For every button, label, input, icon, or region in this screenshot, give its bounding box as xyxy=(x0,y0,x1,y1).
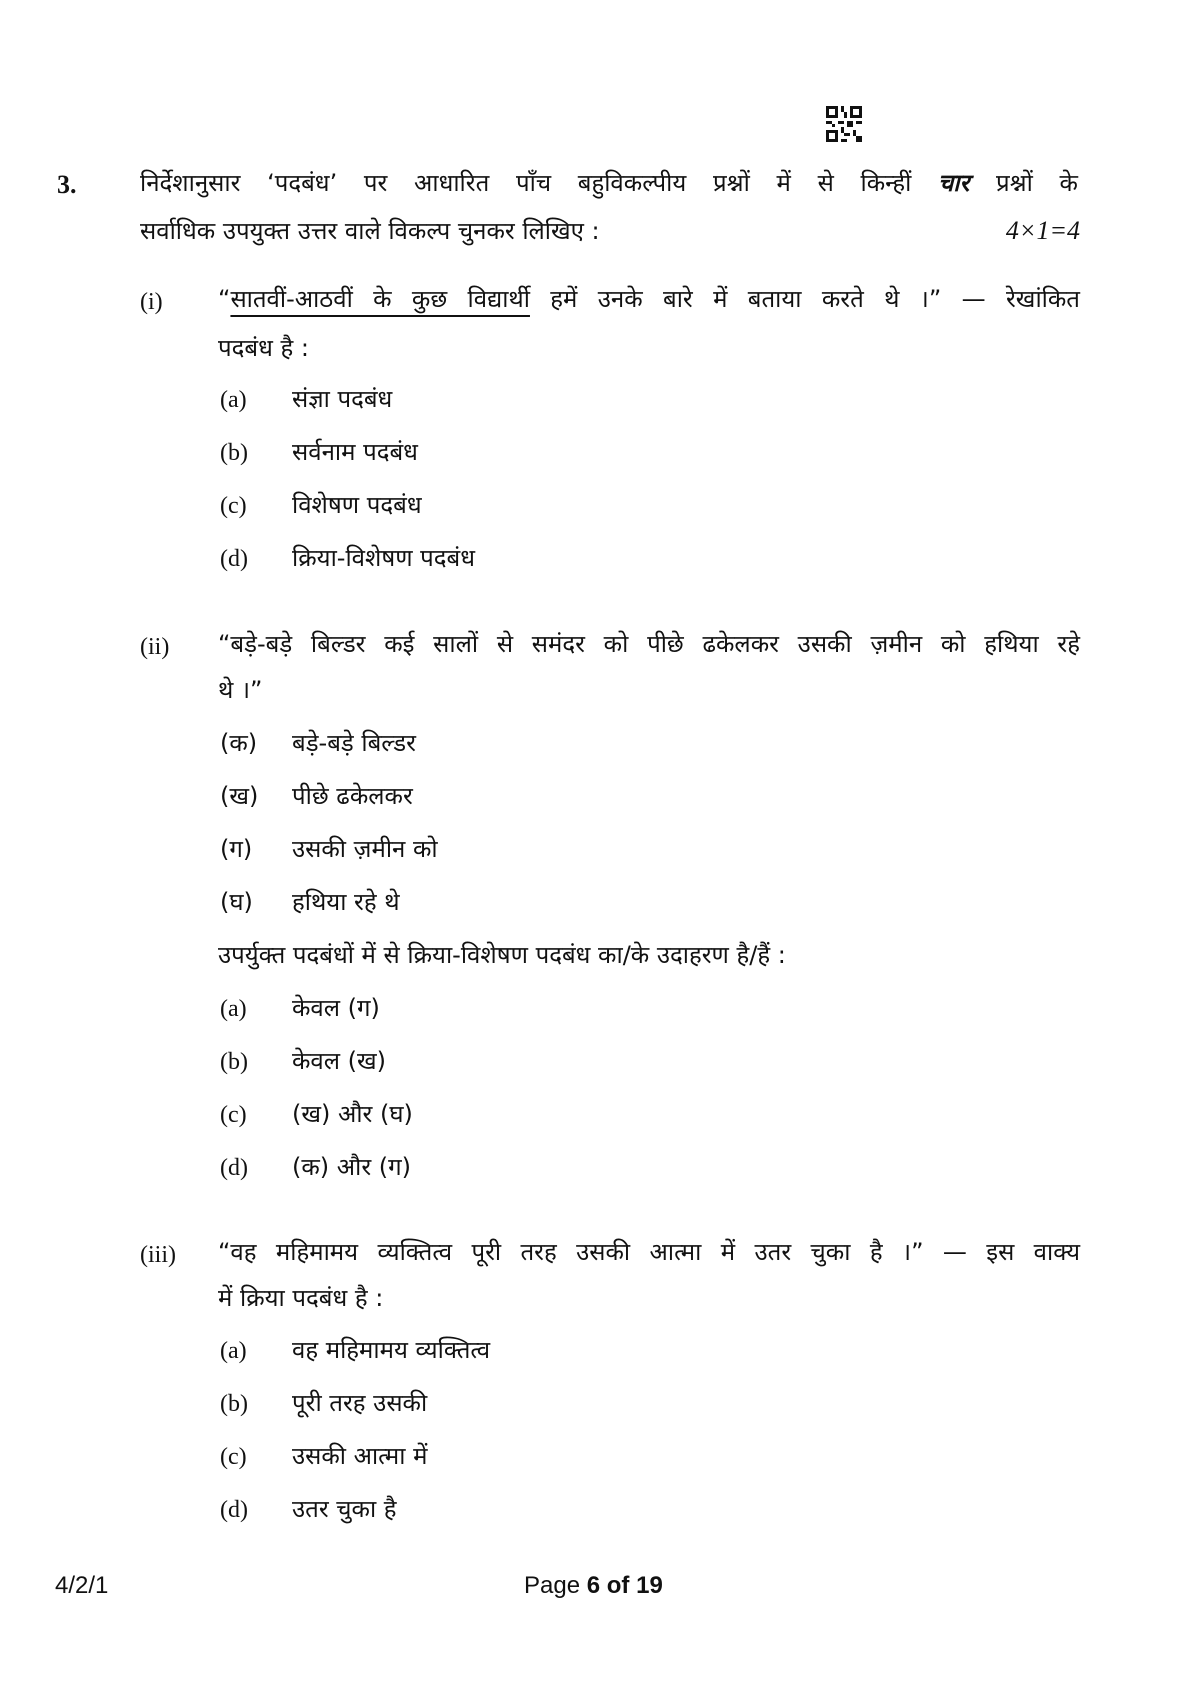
phrase-label: (ख) xyxy=(220,782,259,810)
subquestion-label: (iii) xyxy=(140,1242,176,1268)
phrase-text: बड़े-बड़े बिल्डर xyxy=(292,729,416,757)
option-label: (c) xyxy=(220,1444,247,1470)
page-prefix: Page xyxy=(524,1572,581,1599)
phrase-label: (ग) xyxy=(220,835,253,863)
subquestion-label: (ii) xyxy=(140,634,170,660)
option-text: पूरी तरह उसकी xyxy=(292,1389,428,1417)
page-number: 6 xyxy=(586,1572,601,1599)
subquestion-text-line1: “बड़े-बड़े बिल्डर कई सालों से समंदर को पीछे ढकेलकर उसकी ज़मीन को हथिया रहे xyxy=(218,630,1080,658)
subquestion-text-line1 xyxy=(218,284,1080,314)
option-text: संज्ञा पदबंध xyxy=(292,385,393,413)
page-indicator xyxy=(524,1571,663,1601)
option-text: वह महिमामय व्यक्तित्व xyxy=(292,1336,491,1364)
underlined-phrase: सातवीं-आठवीं के कुछ विद्यार्थी xyxy=(230,285,530,313)
option-label: (d) xyxy=(220,1155,248,1181)
option-text: उसकी आत्मा में xyxy=(292,1442,428,1470)
subquestion-prompt: उपर्युक्त पदबंधों में से क्रिया-विशेषण पदबंध का/के उदाहरण है/हैं : xyxy=(218,941,786,969)
option-label: (b) xyxy=(220,1391,248,1417)
marks-allocation: 4×1=4 xyxy=(1005,216,1080,245)
instruction-emphasis: चार xyxy=(938,169,970,197)
option-text: सर्वनाम पदबंध xyxy=(292,438,418,466)
sentence-rest: हमें उनके बारे में बताया करते थे ।” — रेखांकित xyxy=(529,285,1080,313)
option-label: (b) xyxy=(220,440,248,466)
option-label: (c) xyxy=(220,493,247,519)
option-text: क्रिया-विशेषण पदबंध xyxy=(292,544,476,572)
option-label: (d) xyxy=(220,1497,248,1523)
subquestion-text-line1: “वह महिमामय व्यक्तित्व पूरी तरह उसकी आत्मा में उतर चुका है ।” — इस वाक्य xyxy=(218,1238,1080,1266)
phrase-label: (घ) xyxy=(220,888,253,916)
option-label: (c) xyxy=(220,1102,247,1128)
option-text: केवल (ख) xyxy=(292,1047,387,1075)
phrase-text: पीछे ढकेलकर xyxy=(292,782,413,810)
question-number: 3. xyxy=(57,170,77,199)
phrase-label: (क) xyxy=(220,729,258,757)
option-label: (b) xyxy=(220,1049,248,1075)
question-instruction-line1 xyxy=(140,168,1078,198)
instruction-text: निर्देशानुसार ‘पदबंध’ पर आधारित पाँच बहुविकल्पीय प्रश्नों में से किन्हीं xyxy=(140,169,912,197)
phrase-text: उसकी ज़मीन को xyxy=(292,835,438,863)
instruction-text-end: प्रश्नों के xyxy=(996,169,1078,197)
option-text: (क) और (ग) xyxy=(292,1153,412,1181)
question-instruction-line2: सर्वाधिक उपयुक्त उत्तर वाले विकल्प चुनकर लिखिए : xyxy=(140,217,600,245)
option-text: उतर चुका है xyxy=(292,1495,397,1523)
page-of: of xyxy=(606,1572,630,1599)
option-text: विशेषण पदबंध xyxy=(292,491,422,519)
option-label: (a) xyxy=(220,996,247,1022)
option-label: (d) xyxy=(220,546,248,572)
paper-code: 4/2/1 xyxy=(55,1572,109,1599)
option-text: केवल (ग) xyxy=(292,994,380,1022)
page-total: 19 xyxy=(636,1572,663,1599)
subquestion-label: (i) xyxy=(140,289,163,315)
phrase-text: हथिया रहे थे xyxy=(292,888,400,916)
subquestion-text-line2: थे ।” xyxy=(218,676,263,704)
option-text: (ख) और (घ) xyxy=(292,1100,413,1128)
qr-code-icon xyxy=(826,106,862,142)
option-label: (a) xyxy=(220,387,247,413)
option-label: (a) xyxy=(220,1338,247,1364)
subquestion-text-line2: पदबंध है : xyxy=(218,334,309,362)
subquestion-text-line2: में क्रिया पदबंध है : xyxy=(218,1284,384,1312)
quote-mark: “ xyxy=(218,285,231,313)
